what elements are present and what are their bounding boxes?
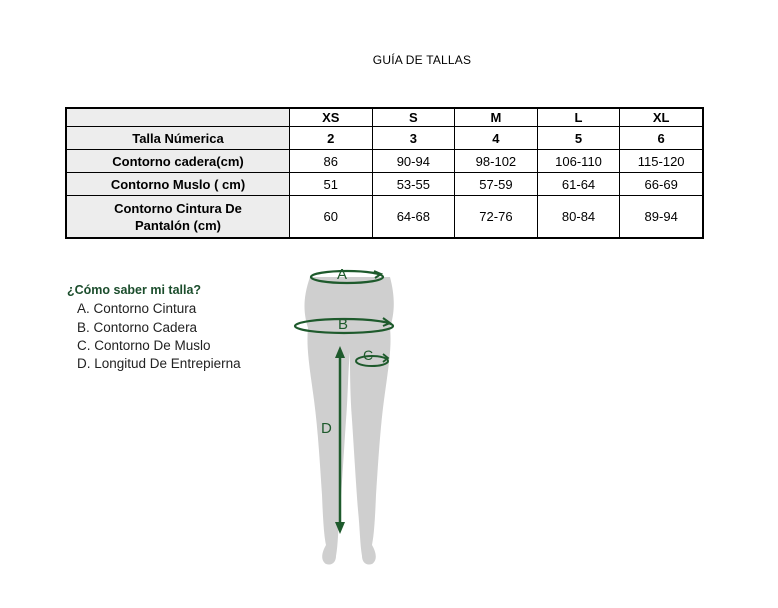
label-c: C xyxy=(363,347,374,363)
row-label: Contorno cadera(cm) xyxy=(66,150,289,173)
size-chart-table xyxy=(65,107,704,239)
page-title: GUÍA DE TALLAS xyxy=(372,53,472,67)
table-cell: 66-69 xyxy=(620,173,703,196)
table-cell: 57-59 xyxy=(455,173,538,196)
table-cell: 90-94 xyxy=(372,150,455,173)
table-header-row xyxy=(66,108,703,127)
table-cell: 106-110 xyxy=(537,150,620,173)
table-cell: 60 xyxy=(289,196,372,239)
table-cell: 61-64 xyxy=(537,173,620,196)
list-item: A. Contorno Cintura xyxy=(77,301,197,317)
table-cell: 98-102 xyxy=(455,150,538,173)
table-cell: 5 xyxy=(537,127,620,150)
table-cell: 89-94 xyxy=(620,196,703,239)
list-item: C. Contorno De Muslo xyxy=(77,337,211,353)
table-cell: 64-68 xyxy=(372,196,455,239)
label-d: D xyxy=(321,420,332,437)
table-row xyxy=(66,127,703,150)
label-a: A xyxy=(337,266,348,283)
row-label: Talla Númerica xyxy=(66,127,289,150)
legs-illustration xyxy=(280,260,420,570)
how-to-measure xyxy=(67,281,241,373)
header-l: L xyxy=(537,108,620,127)
table-cell: 53-55 xyxy=(372,173,455,196)
how-to-question: ¿Cómo saber mi talla? xyxy=(67,283,202,297)
list-item: D. Longitud De Entrepierna xyxy=(77,356,241,372)
table-cell: 4 xyxy=(455,127,538,150)
row-label: Contorno Muslo ( cm) xyxy=(66,173,289,196)
table-row xyxy=(66,150,703,173)
table-cell: 86 xyxy=(289,150,372,173)
header-xs: XS xyxy=(289,108,372,127)
header-xl: XL xyxy=(620,108,703,127)
row-label-line2: Pantalón (cm) xyxy=(135,217,221,233)
table-cell: 80-84 xyxy=(537,196,620,239)
table-row xyxy=(66,196,703,239)
label-b: B xyxy=(338,316,349,333)
table-row xyxy=(66,173,703,196)
table-cell: 2 xyxy=(289,127,372,150)
table-cell: 115-120 xyxy=(620,150,703,173)
header-s: S xyxy=(372,108,455,127)
table-cell: 51 xyxy=(289,173,372,196)
header-m: M xyxy=(455,108,538,127)
legs-measurement-figure xyxy=(280,260,420,570)
row-label xyxy=(66,196,289,239)
table-cell: 6 xyxy=(620,127,703,150)
header-blank-cell xyxy=(66,108,289,127)
table-cell: 3 xyxy=(372,127,455,150)
table-cell: 72-76 xyxy=(455,196,538,239)
row-label-line1: Contorno Cintura De xyxy=(114,200,242,216)
list-item: B. Contorno Cadera xyxy=(77,319,198,335)
